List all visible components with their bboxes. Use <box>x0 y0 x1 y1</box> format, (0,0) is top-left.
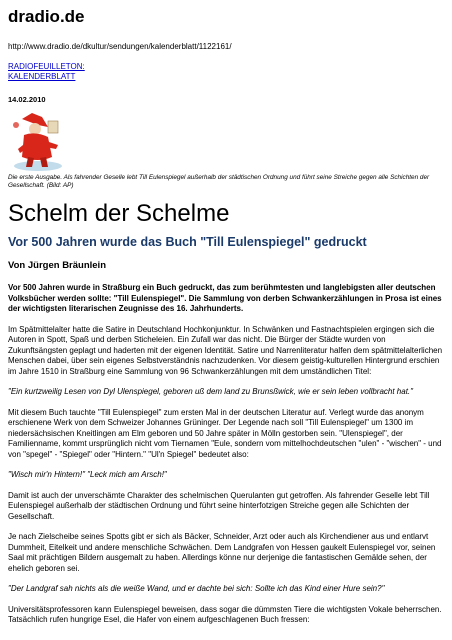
article-title: Schelm der Schelme <box>8 200 230 227</box>
publish-date: 14.02.2010 <box>8 95 46 104</box>
quote-3: "Der Landgraf sah nichts als die weiße Wand, und er dachte bei sich: Sollte ich das Kind einer Hure sein?" <box>8 584 385 593</box>
jester-woodcut-image <box>8 111 66 173</box>
body-paragraph-2: Mit diesem Buch tauchte "Till Eulenspiegel" zum ersten Mal in der deutschen Literatur auf. Verlegt wurde das anonym erschienene Werk von dem Schweizer Johannes Grüninger. Der Legende nach soll "Till Eulenspiegel" um 1300 im niedersächsischen Kneitlingen am Elm geboren und 50 Jahre später in Mölln gestorben sein. "Ulenspiegel", der Familienname, kommt ursprünglich nicht vom Tiernamen "Eule, sondern vom mittelhochdeutschen "ulen" - "wischen" - und von "spegel" - "Spiegel" oder "Hintern." "Ul'n Spiegel" bedeutet also: <box>8 407 442 459</box>
section-link <box>8 62 444 82</box>
eulenspiegel-illustration <box>8 111 66 173</box>
body-paragraph-3: Damit ist auch der unverschämte Charakter des schelmischen Querulanten gut getroffen. Als fahrender Geselle lebt Till Eulenspiegel außerhalb der städtischen Ordnung und führt seine hinterfotzigen Streiche gegen alle Schichten der Gesellschaft. <box>8 490 430 521</box>
body-paragraph-4: Je nach Zielscheibe seines Spotts gibt er sich als Bäcker, Schneider, Arzt oder auch als Kirchendiener aus und entlarvt Dummheit, Eitelkeit und andere menschliche Schwächen. Dem Landgrafen von Hessen gaukelt Eulenspiegel vor, seinen Saal mit prächtigen Bildern ausgemalt zu haben. Allerdings könne nur derjenige die fantastischen Gemälde sehen, der ehelich geboren sei. <box>8 532 436 573</box>
body-paragraph-5: Universitätsprofessoren kann Eulenspiegel beweisen, dass sogar die dümmsten Tiere die wichtigsten Vokale beherrschen. Tatsächlich rufen hungrige Esel, die Hafer von einem aufgeschlagenen Buch fressen: <box>8 604 442 624</box>
author-byline: Von Jürgen Bräunlein <box>8 260 107 271</box>
source-url: http://www.dradio.de/dkultur/sendungen/kalenderblatt/1122161/ <box>8 42 232 51</box>
section-link-line1[interactable]: RADIOFEUILLETON: <box>8 62 85 71</box>
section-link-line2[interactable]: KALENDERBLATT <box>8 72 76 81</box>
image-caption: Die erste Ausgabe. Als fahrender Geselle lebt Till Eulenspiegel außerhalb der städtischen Ordnung und führt seine Streiche gegen alle Schichten der Gesellschaft. (Bild: AP) <box>8 174 430 189</box>
article-subtitle: Vor 500 Jahren wurde das Buch "Till Eulenspiegel" gedruckt <box>8 235 367 249</box>
lead-paragraph: Vor 500 Jahren wurde in Straßburg ein Buch gedruckt, das zum berühmtesten und langlebigsten aller deutschen Volksbücher werden sollte: "Till Eulenspiegel". Die Sammlung von derben Schwankerzählungen in Prosa ist eines der wichtigsten literarischen Zeugnisse des 16. Jahrhunderts. <box>8 283 442 313</box>
site-title: dradio.de <box>8 7 85 26</box>
quote-2: "Wisch mir'n Hintern!" "Leck mich am Arsch!" <box>8 470 167 479</box>
body-paragraph-1: Im Spätmittelalter hatte die Satire in Deutschland Hochkonjunktur. In Schwänken und Fastnachtspielen ergingen sich die Autoren in Spott, Spaß und derben Sticheleien. Ein Zufall war das nicht. Die Bürger der Städte wurden von Zukunftsängsten geplagt und haderten mit der eigenen Identität. Satire und Narrenliteratur halfen dem spätmittelalterlichen Menschen dabei, über sein eigenes Selbstverständnis nachzudenken. Vor diesem geistig-kulturellen Hintergrund erschien im Jahre 1510 in Straßburg eine Sammlung von 96 Schwankerzählungen mit dem umständlichen Titel: <box>8 324 443 376</box>
quote-1: "Ein kurtzweilig Lesen von Dyl Ulenspiegel, geboren uß dem land zu Brunsßwick, wie er sein leben vollbracht hat." <box>8 387 413 396</box>
